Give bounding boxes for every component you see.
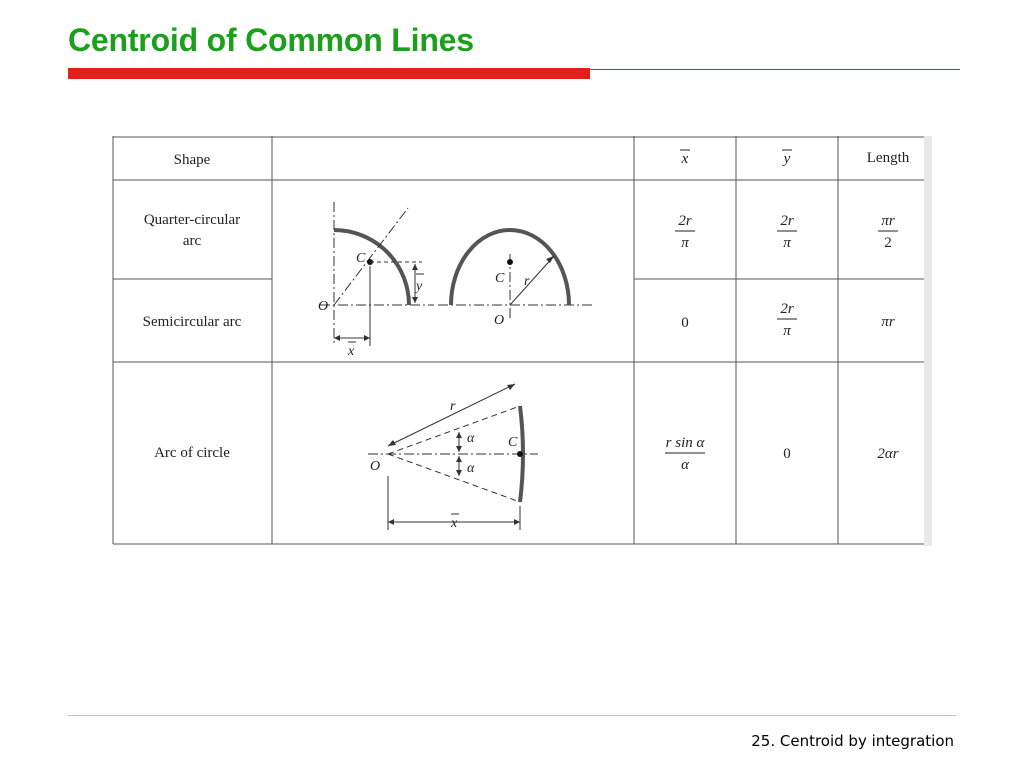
header-xbar-label: x xyxy=(681,151,689,167)
row1-length-fraction xyxy=(878,213,898,251)
row3-length: 2αr xyxy=(877,446,899,462)
quarter-arc-xbar-label: x xyxy=(348,344,355,359)
row3-ybar: 0 xyxy=(783,446,791,462)
circular-arc-r-label: r xyxy=(450,399,456,414)
circular-arc-o-label: O xyxy=(370,459,381,474)
row1-ybar-fraction xyxy=(777,213,797,251)
header-length: Length xyxy=(866,150,910,166)
centroid-table-svg xyxy=(112,136,932,546)
quarter-arc-o-label: O xyxy=(318,299,329,314)
header-ybar xyxy=(782,150,792,167)
circular-arc-diagram xyxy=(368,384,538,531)
scan-edge-shade xyxy=(924,136,932,546)
semicircle-arc-o-label: O xyxy=(494,313,505,328)
row1-length-num: πr xyxy=(881,213,895,229)
circular-arc-centroid-dot xyxy=(517,451,523,457)
circular-arc-xbar-label: x xyxy=(451,516,458,531)
header-xbar xyxy=(680,150,690,167)
row1-ybar-num: 2r xyxy=(780,213,794,229)
row2-xbar: 0 xyxy=(681,315,689,331)
row2-ybar-den: π xyxy=(783,323,791,339)
row3-xbar-fraction xyxy=(665,435,705,473)
quarter-arc-ybar-label: y xyxy=(416,279,423,294)
row3-shape: Arc of circle xyxy=(154,445,230,461)
centroid-table xyxy=(112,136,932,546)
row1-xbar-den: π xyxy=(681,235,689,251)
semicircle-arc-centroid-dot xyxy=(507,259,513,265)
row2-ybar-fraction xyxy=(777,301,797,339)
row3-xbar-num: r sin α xyxy=(665,435,705,451)
header-ybar-label: y xyxy=(783,151,791,167)
circular-arc-c-label: C xyxy=(508,435,518,450)
header-shape: Shape xyxy=(173,152,211,168)
row1-shape-line2: arc xyxy=(182,233,202,249)
row1-shape-line1: Quarter-circular xyxy=(143,212,241,228)
row2-length: πr xyxy=(881,314,895,330)
row2-shape: Semicircular arc xyxy=(142,314,242,330)
slide-title: Centroid of Common Lines xyxy=(68,22,474,58)
slide-footer: 25. Centroid by integration xyxy=(751,732,954,750)
row2-ybar-num: 2r xyxy=(780,301,794,317)
footer-divider xyxy=(68,715,956,716)
row1-xbar-num: 2r xyxy=(678,213,692,229)
semicircle-arc-r-label: r xyxy=(524,274,530,289)
title-underline-bar xyxy=(68,68,590,79)
title-underline-thin xyxy=(590,69,960,70)
row3-xbar-den: α xyxy=(681,457,689,473)
quarter-arc-curve xyxy=(334,230,409,305)
row1-length-den: 2 xyxy=(884,235,892,251)
quarter-arc-diagram xyxy=(318,202,434,359)
semicircle-arc-diagram xyxy=(438,230,592,328)
semicircle-arc-c-label: C xyxy=(495,271,505,286)
row1-xbar-fraction xyxy=(675,213,695,251)
circular-arc-alpha-upper: α xyxy=(467,431,475,446)
row1-ybar-den: π xyxy=(783,235,791,251)
circular-arc-alpha-lower: α xyxy=(467,461,475,476)
quarter-arc-c-label: C xyxy=(356,251,366,266)
